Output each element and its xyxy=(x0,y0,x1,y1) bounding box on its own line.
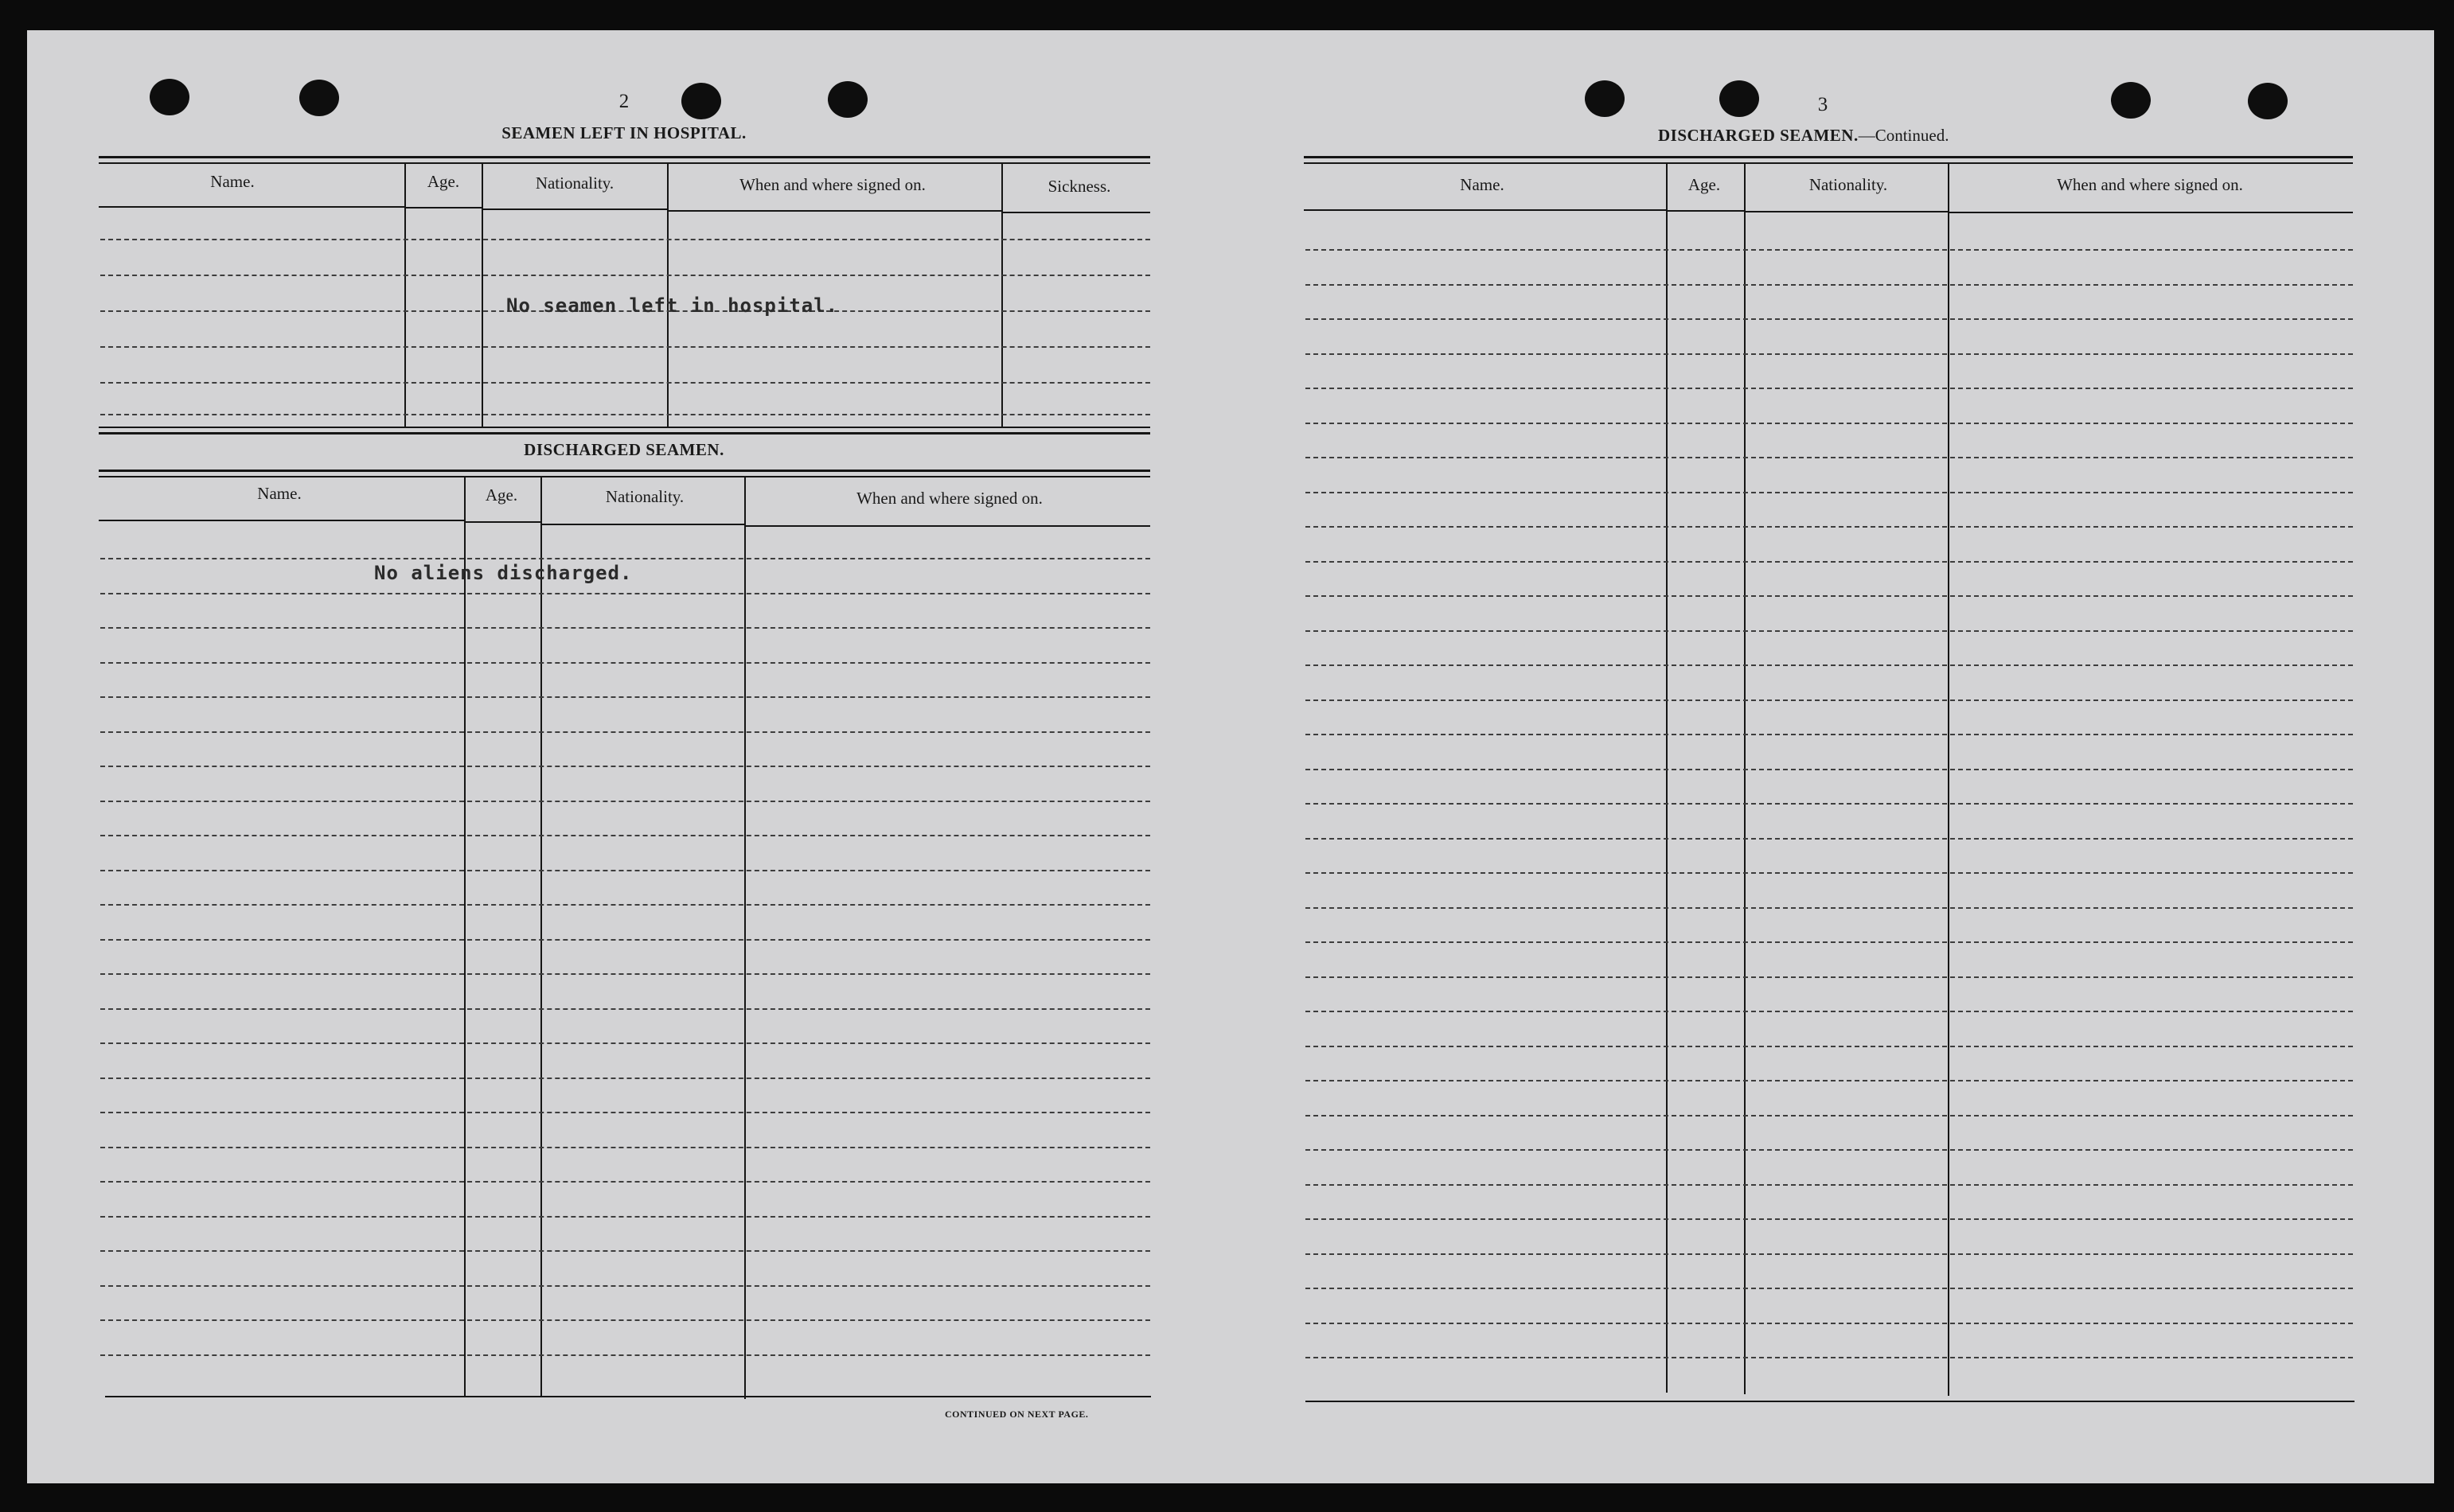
ruled-line xyxy=(1305,1184,2353,1186)
discharged-section-title: DISCHARGED SEAMEN. xyxy=(524,440,724,459)
ruled-line xyxy=(100,1181,1150,1183)
ruled-line xyxy=(1305,526,2353,528)
ruled-line xyxy=(1305,284,2353,286)
ruled-line xyxy=(100,1354,1150,1356)
punch-hole xyxy=(681,83,721,119)
ledger-page-spread xyxy=(27,30,2434,1483)
col-header-signed-on: When and where signed on. xyxy=(856,489,1043,508)
ruled-line xyxy=(100,593,1150,594)
ruled-line xyxy=(100,1216,1150,1218)
ruled-line xyxy=(1305,595,2353,597)
ruled-line xyxy=(1305,1218,2353,1220)
col-header-nationality: Nationality. xyxy=(1808,175,1888,194)
ruled-line xyxy=(100,1285,1150,1287)
col-header-nationality: Nationality. xyxy=(535,173,614,193)
ruled-line xyxy=(1305,492,2353,493)
ruled-line xyxy=(1305,388,2353,389)
ruled-line xyxy=(100,696,1150,698)
punch-hole xyxy=(1719,80,1759,117)
ruled-line xyxy=(100,973,1150,975)
continued-note: CONTINUED ON NEXT PAGE. xyxy=(945,1409,1089,1420)
typed-note-hospital: No seamen left in hospital. xyxy=(506,294,839,317)
ruled-line xyxy=(100,627,1150,629)
ruled-line xyxy=(1305,907,2353,909)
ruled-line xyxy=(100,1147,1150,1148)
ruled-line xyxy=(1305,423,2353,424)
ruled-line xyxy=(1305,734,2353,735)
ruled-line xyxy=(100,939,1150,941)
col-header-age: Age. xyxy=(485,485,518,505)
punch-hole xyxy=(150,79,189,115)
ruled-line xyxy=(1305,1149,2353,1151)
ruled-line xyxy=(1305,318,2353,320)
ruled-line xyxy=(1305,769,2353,770)
ruled-line xyxy=(100,801,1150,802)
ruled-line xyxy=(100,1042,1150,1044)
punch-hole xyxy=(828,81,868,118)
punch-hole xyxy=(2248,83,2288,119)
ruled-line xyxy=(100,1112,1150,1113)
ruled-line xyxy=(100,904,1150,906)
col-header-signed-on: When and where signed on. xyxy=(739,175,926,194)
ruled-line xyxy=(1305,1080,2353,1081)
ruled-line xyxy=(1305,1323,2353,1324)
col-header-age: Age. xyxy=(1687,175,1721,194)
page-number: 3 xyxy=(1817,94,1828,115)
ruled-line xyxy=(100,731,1150,733)
col-header-name: Name. xyxy=(210,172,255,191)
col-header-name: Name. xyxy=(257,484,302,503)
col-header-nationality: Nationality. xyxy=(605,487,685,506)
ruled-line xyxy=(1305,1253,2353,1255)
ruled-line xyxy=(1305,1115,2353,1116)
col-header-sickness: Sickness. xyxy=(1048,177,1111,196)
ruled-line xyxy=(1305,1288,2353,1289)
ruled-line xyxy=(100,1250,1150,1252)
ruled-line xyxy=(1305,249,2353,251)
ruled-line xyxy=(100,1319,1150,1321)
ruled-line xyxy=(1305,838,2353,840)
hospital-section-title: SEAMEN LEFT IN HOSPITAL. xyxy=(501,123,747,142)
col-header-age: Age. xyxy=(427,172,460,191)
ruled-line xyxy=(100,835,1150,836)
punch-hole xyxy=(299,80,339,116)
col-header-signed-on: When and where signed on. xyxy=(2057,175,2243,194)
ruled-line xyxy=(100,766,1150,767)
ruled-line xyxy=(100,870,1150,871)
ruled-line xyxy=(1305,941,2353,943)
ruled-line xyxy=(1305,1357,2353,1358)
punch-hole xyxy=(1585,80,1625,117)
ruled-line xyxy=(100,1077,1150,1079)
ruled-line xyxy=(1305,1046,2353,1047)
ruled-line xyxy=(100,1008,1150,1010)
ruled-line xyxy=(1305,457,2353,458)
punch-hole xyxy=(2111,82,2151,119)
ruled-line xyxy=(1305,699,2353,701)
ruled-line xyxy=(1305,664,2353,666)
col-header-name: Name. xyxy=(1460,175,1504,194)
ruled-line xyxy=(1305,353,2353,355)
typed-note-discharged: No aliens discharged. xyxy=(374,562,633,584)
page-number: 2 xyxy=(618,91,630,112)
ruled-line xyxy=(100,558,1150,559)
ruled-line xyxy=(1305,630,2353,632)
ruled-line xyxy=(1305,872,2353,874)
ruled-line xyxy=(1305,803,2353,805)
ruled-line xyxy=(100,662,1150,664)
ruled-line xyxy=(1305,976,2353,978)
discharged-continued-title: DISCHARGED SEAMEN.—Continued. xyxy=(1658,126,1949,145)
ruled-line xyxy=(1305,561,2353,563)
ruled-line xyxy=(1305,1011,2353,1012)
